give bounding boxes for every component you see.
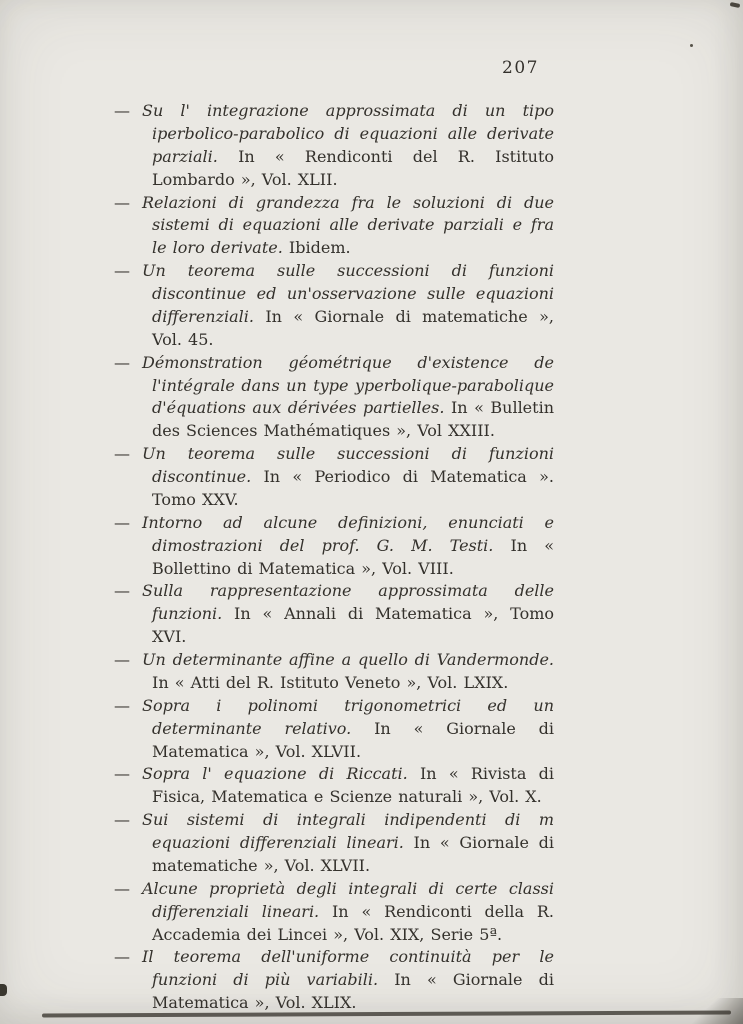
entry-dash: — [114,947,129,967]
entry-ref: In « Atti del R. Istituto Veneto », Vol. LXIX. [152,672,509,692]
entry-dash: — [114,192,129,212]
scan-artifact-speck [730,2,741,8]
entry-text [142,100,554,192]
entry-text [142,512,554,581]
bibliography-entry [114,260,554,352]
entry-title: Un teorema sulle successioni di funzioni discontinue. [142,444,554,486]
entry-dash: — [114,352,129,372]
entry-ref: In « Giornale di Matematica », Vol. XLVII. [152,718,555,761]
entry-dash: — [114,650,129,669]
entry-title: Un determinante affine a quello di Vandermonde. [142,650,554,669]
bibliography-entry [114,100,554,192]
bibliography-list [114,100,554,1015]
entry-text [142,695,554,764]
scan-artifact-speck [0,984,7,996]
bibliography-entry [114,878,554,947]
entry-title: Sopra i polinomi trigonometrici ed un determinante relativo. [142,695,554,738]
entry-text [142,763,554,809]
entry-ref: In « Giornale di matematiche », Vol. 45. [152,306,555,349]
bibliography-entry [114,192,554,261]
entry-dash: — [114,444,129,464]
bibliography-entry [114,946,554,1015]
scan-artifact-corner [653,998,743,1024]
entry-dash: — [114,810,129,830]
entry-title: Relazioni di grandezza fra le soluzioni di due sistemi di equazioni alle derivate parziali e fra le loro derivate. [142,192,554,258]
entry-text [142,946,554,1015]
entry-dash: — [114,581,129,601]
entry-text [142,443,554,512]
entry-ref: In « Giornale di matematiche », Vol. XLVII. [152,833,555,875]
entry-ref: Ibidem. [288,238,351,258]
entry-dash: — [114,764,129,784]
entry-text [142,192,554,261]
entry-text [142,878,554,947]
entry-text [142,580,554,649]
entry-dash: — [114,261,129,281]
entry-title: Intorno ad alcune definizioni, enunciati e dimostrazioni del prof. G. M. Testi. [142,512,554,555]
scan-artifact-speck [690,44,693,47]
entry-ref: In « Bulletin des Sciences Mathématiques », Vol XXIII. [152,398,554,441]
bibliography-entry [114,763,554,809]
entry-title: Démonstration géométrique d'existence de l'intégrale dans un type yperbolique-parabolique d'équations aux dérivées partielles. [142,352,554,418]
entry-text [142,352,554,444]
bibliography-entry [114,512,554,581]
entry-title: Un teorema sulle successioni di funzioni discontinue ed un'osservazione sulle equazioni differenziali. [142,261,554,326]
bibliography-entry [114,352,554,444]
bibliography-entry [114,695,554,764]
bibliography-entry [114,443,554,512]
entry-title: Sui sistemi di integrali indipendenti di m equazioni differenziali lineari. [142,810,554,852]
entry-text [142,649,554,695]
bibliography-entry [114,580,554,649]
entry-ref: In « Bollettino di Matematica », Vol. VIII. [152,535,555,578]
entry-dash: — [114,512,129,532]
bibliography-entry [114,649,554,695]
entry-text [142,260,554,352]
entry-title: Sopra l' equazione di Riccati. [142,764,420,784]
page-number: 207 [502,58,539,78]
entry-ref: In « Annali di Matematica », Tomo XVI. [152,604,554,647]
entry-ref: In « Giornale di Matematica », Vol. XLIX. [152,970,555,1013]
entry-ref: In « Rivista di Fisica, Matematica e Scienze naturali », Vol. X. [152,764,554,807]
entry-title: Sulla rappresentazione approssimata delle funzioni. [142,581,554,624]
entry-text [142,809,554,878]
entry-dash: — [114,101,129,120]
entry-dash: — [114,695,129,715]
entry-title: Il teorema dell'uniforme continuità per le funzioni di più variabili. [142,947,554,990]
entry-dash: — [114,878,129,898]
entry-title: Alcune proprietà degli integrali di certe classi differenziali lineari. [142,878,554,921]
entry-ref: In « Rendiconti del R. Istituto Lombardo », Vol. XLII. [152,146,555,189]
bibliography-entry [114,809,554,878]
entry-ref: In « Periodico di Matematica ». Tomo XXV. [152,467,554,509]
entry-title: Su l' integrazione approssimata di un tipo iperbolico-parabolico di equazioni alle derivate parziali. [142,101,554,166]
entry-ref: In « Rendiconti della R. Accademia dei Lincei », Vol. XIX, Serie 5ª. [152,901,554,944]
